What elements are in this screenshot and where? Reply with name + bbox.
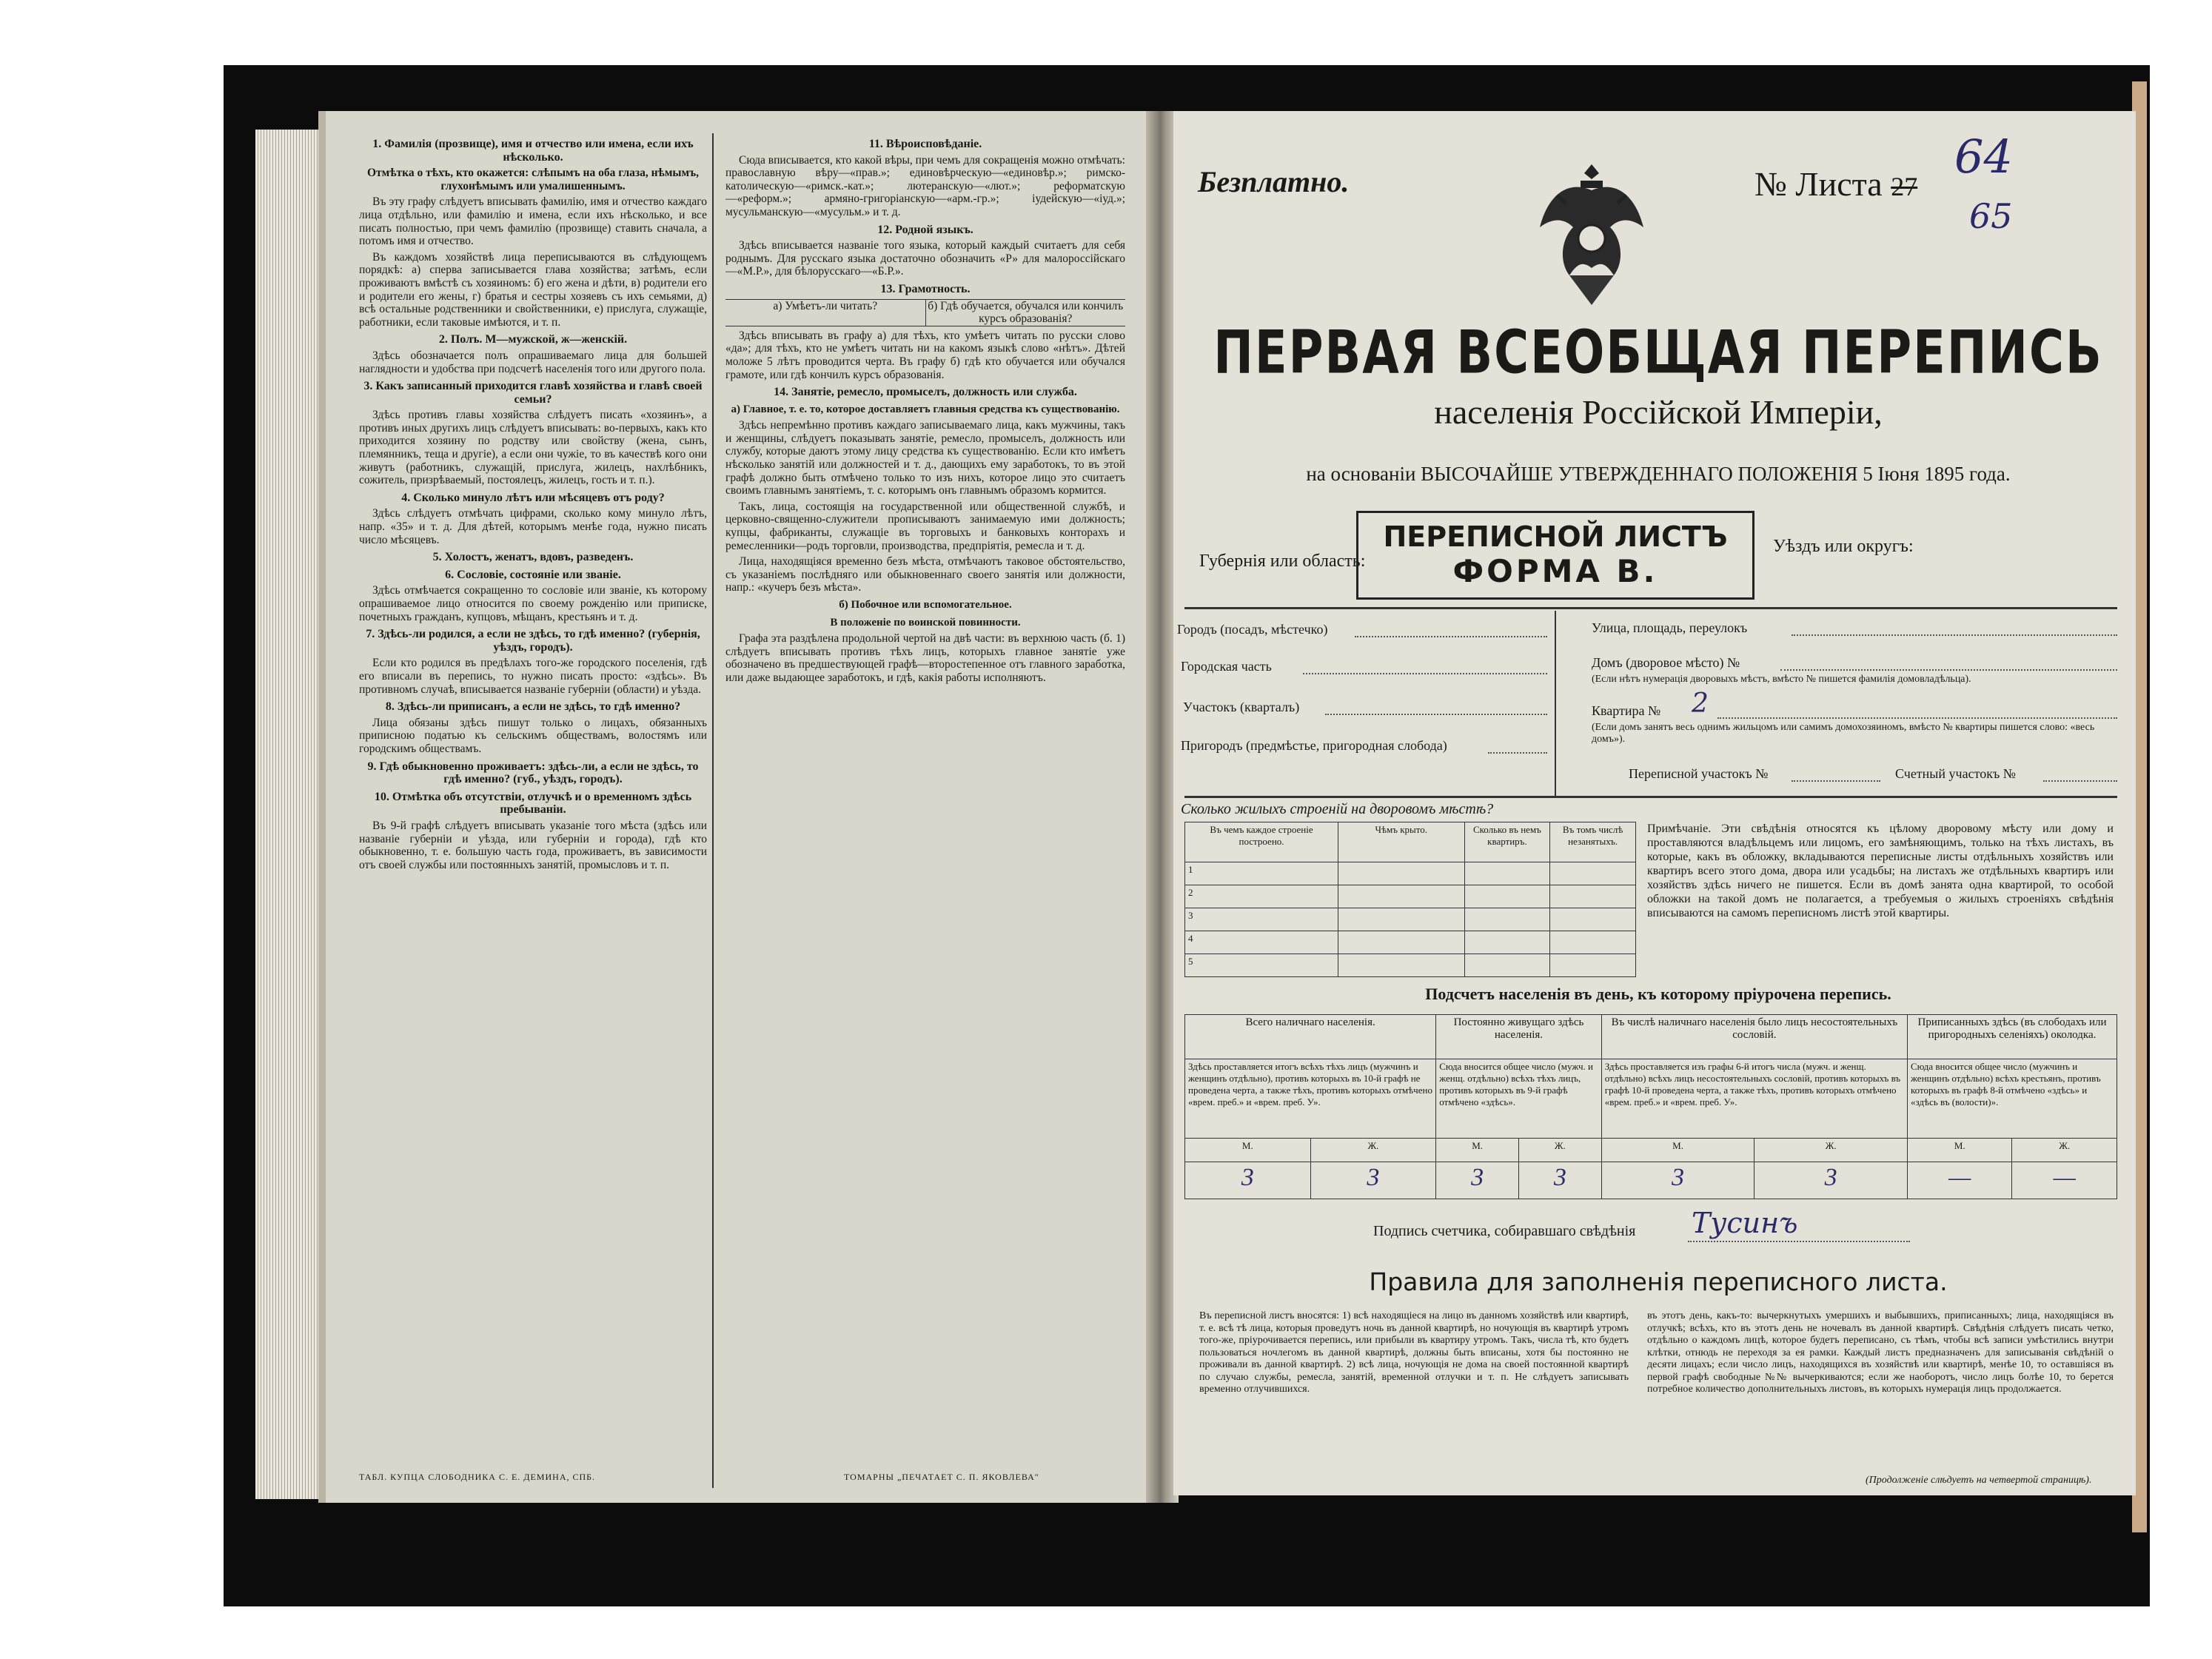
zh-label: Ж. (2012, 1138, 2117, 1162)
paragraph: Лица обязаны здѣсь пишут только о лицахъ, обязанныхъ приписною податью къ сельскимъ обществамъ, волостямъ или городскимъ обществамъ. (359, 716, 707, 755)
street-field[interactable] (1792, 634, 2117, 636)
gubernia-label: Губернія или область: (1199, 552, 1366, 571)
sheet-handwritten-number-1: 64 (1954, 130, 2013, 184)
page-stack-edge (255, 130, 326, 1499)
subsection-heading: б) Побочное или вспомогательное. (839, 599, 1012, 611)
paragraph: Графа эта раздѣлена продольной чертой на двѣ части: въ верхнюю часть (б. 1) слѣдуетъ вписывать противъ тѣхъ лицъ, которыхъ главное занятіе уже обозначено въ предшествующей графѣ—второстепенное отъ главного заработка, или даже выдающее заработокъ, и гдѣ, какія работы исполняютъ. (725, 632, 1125, 684)
signature-field[interactable] (1688, 1240, 1910, 1242)
divider (1184, 607, 2117, 609)
counter-signature: Тусинъ (1692, 1207, 1798, 1239)
section-heading: 9. Гдѣ обыкновенно проживаетъ: здѣсь-ли, а если не здѣсь, то гдѣ именно? (губ., уѣздъ, городъ). (367, 760, 699, 786)
count-title: Подсчетъ населенія въ день, къ которому пріурочена перепись. (1425, 985, 1891, 1003)
literacy-subheads (725, 299, 1125, 326)
rules-right-text: въ этотъ день, какъ-то: вычеркнутыхъ умершихъ и выбывшихъ, приписанныхъ; лица, находящіяся въ отлучкѣ; всѣхъ, кто въ этотъ день не ночевалъ въ данной квартирѣ. Свѣдѣнія слѣдуетъ писать четко, отдѣльно о каждомъ лицѣ, которое будетъ переписано, съ тѣмъ, чтобы всѣ записи умѣстились внутри клѣтки, отнюдь не переходя за ея рамки. Каждый листъ предназначенъ для записыванія свѣдѣній о десяти лицахъ; если число лицъ, находящихся въ хозяйствѣ или квартирѣ, менѣе 10, то оставшіяся въ первой графѣ свободные №№ вычеркиваются; если же наоборотъ, число лицъ болѣе 10, то берется потребное количество дополнительныхъ листовъ, въ которыхъ нумерація лицъ продолжается. (1647, 1310, 2114, 1395)
perepisnoy-label: Переписной участокъ № (1629, 766, 1769, 781)
section-note: Отмѣтка о тѣхъ, кто окажется: слѣпымъ на оба глаза, нѣмымъ, глухонѣмымъ или умалишеннымъ. (367, 167, 699, 192)
count-value: 3 (1754, 1162, 1908, 1199)
sheet-handwritten-number-2: 65 (1969, 196, 2013, 236)
kv-note: (Если домъ занятъ весь однимъ жильцомъ или самимъ домохозяиномъ, вмѣсто № квартиры пишется слово: «весь домъ»). (1592, 722, 2095, 745)
count-value: — (2012, 1162, 2117, 1199)
section-heading: 3. Какъ записанный приходится главѣ хозяйства и главѣ своей семьи? (363, 380, 703, 406)
paragraph: Здѣсь непремѣнно противъ каждаго записываемаго лица, какъ мужчины, такъ и женщины, слѣдуетъ показывать занятіе, ремесло, промыселъ, должность или службу, которые даютъ этому лицу средства къ существованію. Если кто имѣетъ нѣсколько занятій или должностей и т. д., дающихъ ему заработокъ, то въ этой графѣ должно быть отмѣчено только то изъ нихъ, которое лицо это считаетъ своимъ главнымъ занятіемъ, т. с. которымъ онъ главнымъ образомъ кормится. (725, 419, 1125, 497)
paragraph: Сюда вписывается, кто какой вѣры, при чемъ для сокращенія можно отмѣчать: православную вѣру—«прав.»; единовѣрческую—«единовѣр.»; римско-католическую—«римск.-кат.»; лютеранскую—«лют.»; реформатскую—«реформ.»; армяно-григоріанскую—«арм.-гр.»; іудейскую—«іуд.»; мусульманскую—«мусульм.» и т. д. (725, 153, 1125, 218)
uezd-label: Уѣздъ или округъ: (1773, 537, 1914, 556)
schetny-label: Счетный участокъ № (1895, 766, 2016, 781)
table-row (1185, 885, 1636, 908)
population-count-table (1184, 1014, 2117, 1199)
census-subtitle: населенія Россійской Имперіи, (1434, 393, 1883, 431)
paragraph: Здѣсь слѣдуетъ отмѣчать цифрами, сколько кому минуло лѣтъ, напр. «35» и т. д. Для дѣтей, которымъ менѣе года, нужно писать число мѣсяцевъ. (359, 507, 707, 546)
m-label: М. (1908, 1138, 2012, 1162)
section-heading: 7. Здѣсь-ли родился, а если не здѣсь, то гдѣ именно? (губернія, уѣздъ, городъ). (366, 628, 700, 654)
paragraph: Здѣсь вписывать въ графу а) для тѣхъ, кто умѣетъ читать по русски слово «да»; для тѣхъ, кто не умѣетъ читать ни на какомъ языкѣ слово «нѣтъ». Дѣтей моложе 5 лѣтъ проводится черта. Въ графу б) гдѣ кто обучается или обучался грамоте, или гдѣ кончилъ курсъ образованія. (725, 329, 1125, 381)
count-header: Приписанныхъ здѣсь (въ слободахъ или пригородныхъ селеніяхъ) околодка. (1908, 1015, 2117, 1059)
column-divider (712, 133, 714, 1488)
table-row (1185, 954, 1636, 977)
schetny-field[interactable] (2043, 780, 2117, 782)
table-row (1185, 908, 1636, 931)
count-header: Всего наличнаго населенія. (1185, 1015, 1436, 1059)
sheet-number-label (1754, 164, 1917, 204)
count-desc: Здѣсь проставляется изъ графы 6-й итогъ числа (мужч. и женщ. отдѣльно) всѣхъ лицъ несостоятельныхъ сословій, противъ которыхъ въ графѣ 10-й проведена черта, а также тѣхъ, противъ которыхъ отмѣчено «врем. преб.» и «врем. преб. У». (1601, 1059, 1907, 1138)
count-header: Постоянно живущаго здѣсь населенія. (1436, 1015, 1602, 1059)
paragraph: Такъ, лица, состоящія на государственной или общественной службѣ, и церковно-священно-служители прописываютъ занимаемую ими должность; купцы, фабриканты, служащіе въ торговыхъ и банковыхъ конторахъ и ремесленники—родъ торговли, производства, предпріятія, ремесла и т. д. (725, 500, 1125, 552)
kv-field[interactable] (1717, 717, 2117, 719)
form-title: ПЕРЕПИСНОЙ ЛИСТЪ (1383, 520, 1728, 553)
paragraph: Здѣсь отмѣчается сокращенно то сословіе или званіе, къ которому опрашиваемое лицо относится по своему рожденію или приписке, почетныхъ гражданъ, купцовъ, мѣщанъ, крестьянъ и т. д. (359, 584, 707, 623)
divider (1184, 796, 2117, 798)
instructions-column-1 (359, 133, 707, 1466)
count-desc: Здѣсь проставляется итогъ всѣхъ тѣхъ лицъ (мужчинъ и женщинъ отдѣльно), противъ которыхъ въ 10-й графѣ не проведена черта, а также тѣхъ, противъ которыхъ отмѣчено «врем. преб.» и «врем. преб. У». (1185, 1059, 1436, 1138)
dom-label: Домъ (дворовое мѣсто) № (1592, 655, 1740, 670)
count-header: Въ числѣ наличнаго населенія было лицъ несостоятельныхъ сословій. (1601, 1015, 1907, 1059)
table-row (1185, 931, 1636, 954)
rules-title: Правила для заполненія переписного листа. (1369, 1267, 1948, 1296)
table-row (1185, 862, 1636, 885)
count-value: 3 (1518, 1162, 1601, 1199)
form-name: ФОРМА В. (1452, 553, 1658, 589)
prigorod-label: Пригородъ (предмѣстье, пригородная слобода) (1181, 738, 1447, 753)
literacy-b: б) Гдѣ обучается, обучался или кончилъ курсъ образованія? (928, 299, 1124, 326)
primechanie-note: Примѣчаніе. Эти свѣдѣнія относятся къ цѣлому дворовому мѣсту или дому и проставляются владѣльцемъ или лицомъ, его замѣняющимъ, только на тѣхъ листахъ, въ которые, какъ въ обложку, вкладываются переписные листы отдѣльныхъ хозяйствъ или квартиръ всего этого дома, двора или усадьбы; на листахъ же отдѣльныхъ квартиръ или хозяйствъ здѣсь ничего не пишется. Если въ домѣ занята одна квартирой, то особой обложки на такой домъ не полагается, а требуемыя о жилыхъ строеніяхъ свѣдѣнія вписываются на самомъ переписномъ листѣ этой квартиры. (1647, 822, 2114, 919)
bld-header: Въ томъ числѣ незанятыхъ. (1550, 822, 1636, 862)
zh-label: Ж. (1310, 1138, 1436, 1162)
section-heading: 6. Сословіе, состояніе или званіе. (445, 568, 621, 581)
bld-row-num: 5 (1185, 954, 1338, 977)
bld-header: Сколько въ немъ квартиръ. (1464, 822, 1550, 862)
gorod-label: Городъ (посадъ, мѣстечко) (1177, 622, 1328, 637)
paragraph: Здѣсь вписывается названіе того языка, который каждый считаетъ для себя роднымъ. Для русскаго языка достаточно обозначить «Р» для малороссійскаго—«М.Р.», для бѣлорусскаго—«Б.Р.». (725, 239, 1125, 278)
section-heading: 11. Вѣроисповѣданіе. (868, 138, 982, 150)
zh-label: Ж. (1754, 1138, 1908, 1162)
paragraph: Если кто родился въ предѣлахъ того-же городского поселенія, гдѣ его вписали въ перепись, то нужно писать просто: «здѣсь». Въ противномъ случаѣ, вписывается названіе губерніи (области) и уѣзда. (359, 657, 707, 696)
zh-label: Ж. (1518, 1138, 1601, 1162)
kv-value: 2 (1692, 688, 1709, 719)
count-value: 3 (1310, 1162, 1436, 1199)
double-headed-eagle-icon (1536, 157, 1647, 327)
bld-row-num: 1 (1185, 862, 1338, 885)
section-heading: 12. Родной языкъ. (877, 223, 973, 236)
printer-imprint-right: ТОМАРНЫ „ПЕЧАТАЕТ С. П. ЯКОВЛЕВА" (844, 1472, 1039, 1482)
form-box (1356, 511, 1754, 600)
count-value: — (1908, 1162, 2012, 1199)
section-heading: 5. Холостъ, женатъ, вдовъ, разведенъ. (432, 551, 634, 564)
section-heading: 2. Полъ. М—мужской, ж—женскій. (438, 333, 628, 346)
buildings-table (1184, 822, 1636, 977)
signature-label: Подпись счетчика, собиравшаго свѣдѣнія (1373, 1223, 1636, 1239)
perepisnoy-field[interactable] (1792, 780, 1880, 782)
census-title: ПЕРВАЯ ВСЕОБЩАЯ ПЕРЕПИСЬ (1213, 318, 2103, 388)
bld-row-num: 2 (1185, 885, 1338, 908)
divider (1555, 611, 1556, 796)
m-label: М. (1436, 1138, 1519, 1162)
count-value: 3 (1436, 1162, 1519, 1199)
m-label: М. (1185, 1138, 1311, 1162)
left-page (318, 111, 1151, 1503)
paragraph: Въ эту графу слѣдуетъ вписывать фамилію, имя и отчество каждаго лица отдѣльно, или фамилію и имена, если ихъ нѣсколько, и все писать полностью, при чемъ фамилію (прозвище) ставить сначала, а потомъ имя и отчество. (359, 195, 707, 248)
paragraph: Въ 9-й графѣ слѣдуетъ вписывать указаніе того мѣста (здѣсь или названіе губерніи и уѣзда, или губерніи и города), гдѣ кто обыкновенно, т. е. большую часть года, проживаетъ, въ зависимости отъ своей службы или постоянныхъ занятій, промысловъ и т. п. (359, 819, 707, 871)
subsection-heading: а) Главное, т. е. то, которое доставляетъ главныя средства къ существованію. (731, 403, 1120, 415)
count-value: 3 (1601, 1162, 1754, 1199)
kv-label: Квартира № (1592, 703, 1661, 718)
literacy-a: а) Умѣетъ-ли читать? (725, 300, 926, 326)
m-label: М. (1601, 1138, 1754, 1162)
buildings-label: Сколько жилыхъ строеній на дворовомъ мѣстѣ? (1181, 801, 1494, 817)
section-heading: 10. Отмѣтка объ отсутствіи, отлучкѣ и о временномъ здѣсь пребываніи. (374, 790, 692, 817)
subsection-heading: В положеніе по воинской повинности. (830, 616, 1021, 629)
prigorod-field[interactable] (1488, 751, 1547, 754)
sheet-label: № Листа (1754, 165, 1883, 203)
section-heading: 14. Занятіе, ремесло, промыселъ, должность или служба. (774, 386, 1077, 399)
street-label: Улица, площадь, переулокъ (1592, 620, 1748, 635)
printer-imprint-left: ТАБЛ. КУПЦА СЛОБОДНИКА С. Е. ДЕМИНА, СПБ. (359, 1472, 596, 1482)
bld-row-num: 3 (1185, 908, 1338, 931)
count-desc: Сюда вносится общее число (мужч. и женщ. отдѣльно) всѣхъ тѣхъ лицъ, противъ которыхъ въ 9-й графѣ отмѣчено «здѣсь». (1436, 1059, 1602, 1138)
uchastok-label: Участокъ (кварталъ) (1183, 700, 1300, 714)
uchastok-field[interactable] (1325, 713, 1547, 715)
gorod-field[interactable] (1355, 635, 1547, 637)
section-heading: 8. Здѣсь-ли приписанъ, а если не здѣсь, то гдѣ именно? (385, 700, 681, 714)
chast-label: Городская часть (1181, 659, 1272, 674)
free-label: Безплатно. (1198, 165, 1350, 198)
count-desc: Сюда вносится общее число (мужчинъ и женщинъ отдѣльно) всѣхъ крестьянъ, противъ которыхъ въ графѣ 8-й отмѣчено «здѣсь» и «здѣсь въ (волости)». (1908, 1059, 2117, 1138)
paragraph: Въ каждомъ хозяйствѣ лица переписываются въ слѣдующемъ порядкѣ: а) сперва записывается глава хозяйства; затѣмъ, если проживаютъ вмѣстѣ съ хозяиномъ: б) его жена и дѣти, в) родители его и родители его жены, г) братья и сестры хозяевъ съ ихъ семьями, д) всѣ остальные родственники и свойственники, е) прислуга, служащіе, работники, если таковые имѣются, и т. п. (359, 250, 707, 329)
section-heading: 4. Сколько минуло лѣтъ или мѣсяцевъ отъ роду? (401, 491, 665, 504)
section-heading: 13. Грамотность. (880, 282, 971, 295)
rules-left-text: Въ переписной листъ вносятся: 1) всѣ находящіеся на лицо въ данномъ хозяйствѣ или квартирѣ, т. е. всѣ тѣ лица, которыя проведутъ ночь въ данной квартирѣ, но ночующія въ квартирѣ утромъ того-же, пріурочивается перепись, или прибыли въ квартиру утромъ. Такъ, числа тѣ, кто будетъ пользоваться ночлегомъ въ данной квартирѣ, должны быть вписаны, хотя бы постоянно не проживали въ данной квартирѣ. 2) всѣ лица, ночующія не дома на своей постоянной квартирѣ по случаю службы, ремесла, занятій, временной отлучки и т. п. Не слѣдуетъ записывать временно отлучившихся. (1199, 1310, 1629, 1395)
count-value: 3 (1185, 1162, 1311, 1199)
bld-row-num: 4 (1185, 931, 1338, 954)
bld-header: Въ чемъ каждое строеніе построено. (1185, 822, 1338, 862)
paragraph: Лица, находящіяся временно безъ мѣста, отмѣчаютъ таковое обстоятельство, съ указаніемъ послѣдняго или обыкновеннаго своего занятія или должности, напр.: «кучеръ безъ мѣста». (725, 555, 1125, 594)
paragraph: Здѣсь обозначается полъ опрашиваемаго лица для большей наглядности и удобства при подсчетѣ населенія того или другого пола. (359, 349, 707, 375)
section-heading: 1. Фамилія (прозвище), имя и отчество или имена, если ихъ нѣсколько. (372, 138, 694, 164)
sheet-printed-number: 27 (1891, 172, 1918, 201)
dom-note: (Если нѣтъ нумерація дворовыхъ мѣстъ, вмѣсто № пишется фамилія домовладѣльца). (1592, 674, 1971, 685)
instructions-column-2 (725, 133, 1125, 1466)
bld-header: Чѣмъ крыто. (1338, 822, 1465, 862)
chast-field[interactable] (1303, 672, 1547, 674)
continued-note: (Продолженіе слѣдуетъ на четвертой страницѣ). (1866, 1475, 2092, 1486)
paragraph: Здѣсь противъ главы хозяйства слѣдуетъ писать «хозяинъ», а противъ иных другихъ лицъ слѣдуетъ вписывать: во-первыхъ, какъ кто приходится хозяину по родству или свойству (жена, сынъ, племянникъ, теща и другіе), а если они чужіе, то въ качествѣ кого они живутъ (работникъ, служащій, прислуга, жилецъ, нахлѣбникъ, сожитель, призрѣваемый, постоялецъ, жилецъ, гость и т. п.). (359, 409, 707, 487)
legal-basis: на основаніи ВЫСОЧАЙШЕ УТВЕРЖДЕННАГО ПОЛОЖЕНІЯ 5 Іюня 1895 года. (1306, 463, 2011, 485)
dom-field[interactable] (1780, 668, 2117, 671)
